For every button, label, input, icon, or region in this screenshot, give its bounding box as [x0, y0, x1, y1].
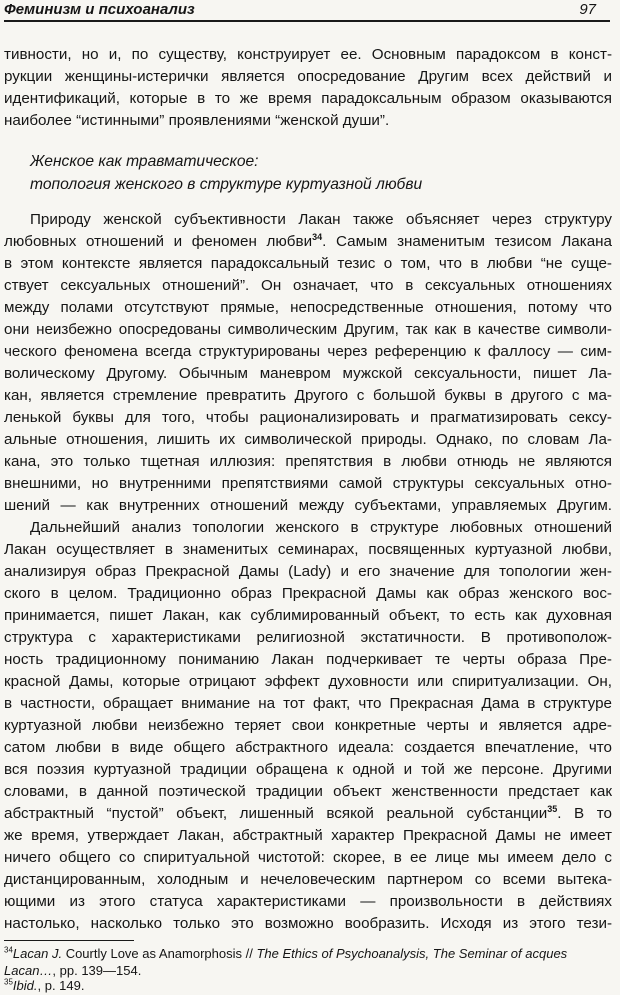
text-line: же время, утверждает Лакан, абстрактный характер Прекрасной Дамы не имеет: [4, 827, 612, 844]
text-line: волическому Другому. Обычным маневром мужской сексуальности, пишет Ла-: [4, 365, 612, 382]
text-line: они неизбежно опосредованы символическим Другим, так как в качестве символи-: [4, 321, 612, 338]
footnote-ref-34[interactable]: 34: [312, 231, 323, 242]
text-line: тивности, но и, по существу, конструирует ее. Основным парадоксом в конст-: [4, 46, 612, 63]
text-line: вся поэзия куртуазной традиции обращена к одной и той же персоне. Другими: [4, 761, 612, 778]
text-line: принимается, пишет Лакан, как сублимированный объект, то есть как духовная: [4, 607, 612, 624]
text-line: красной Дамы, которые отрицают эффект духовности или спиритуализации. Он,: [4, 673, 612, 690]
text-line: настолько, насколько только это возможно вообразить. Исходя из этого тези-: [4, 915, 612, 932]
text-line: ность традиционному пониманию Лакан подчеркивает те черты образа Пре-: [4, 651, 612, 668]
section-heading-line: топология женского в структуре куртуазной любви: [30, 176, 423, 193]
text-line: словами, в данной поэтической традиции объект женственности предстает как: [4, 783, 612, 800]
text-line: Лакан осуществляет в знаменитых семинарах, посвященных куртуазной любви,: [4, 541, 612, 558]
text-line: Природу женской субъективности Лакан также объясняет через структуру: [30, 211, 612, 228]
text-line: наиболее “истинными” проявлениями “женской души”.: [4, 112, 390, 129]
text-line: рукции женщины-истерички является опосредование Другим всех действий и: [4, 68, 612, 85]
text-line-with-footnote: любовных отношений и феномен любви$^{34}$. Самым знаменитым тезисом Лакана: [4, 231, 612, 250]
text-line: сатом любви в виде общего абстрактного идеала: создается впечатление, что: [4, 739, 612, 756]
section-heading-line: Женское как травматическое:: [30, 153, 259, 170]
text-line: ствует сексуальных отношений”. Он означает, что в сексуальных отношениях: [4, 277, 612, 294]
footnote-ref-35[interactable]: 35: [547, 803, 558, 814]
text-line: кана, это только тщетная иллюзия: препятствия в любви отнюдь не являются: [4, 453, 612, 470]
text-line: ского в целом. Традиционно образ Прекрасной Дамы как образ женского вос-: [4, 585, 612, 602]
text-line: идентификаций, которые в то же время парадоксальным образом оказываются: [4, 90, 612, 107]
text-line: дистанцированным, холодным и нечеловеческим партнером со всеми вытека-: [4, 871, 612, 888]
text-line: кан, является стремление превратить Другого с большой буквы в другого с ма-: [4, 387, 612, 404]
text-line: ничего общего со спиритуальной чистотой: скорее, в ее лице мы имеем дело с: [4, 849, 612, 866]
footnote-35: $^{35}$Ibid., p. 149.: [4, 977, 85, 993]
text-line: в частности, обращает внимание на тот факт, что Прекрасная Дама в структуре: [4, 695, 612, 712]
text-line: альные отношения, лишить их символической природы. Однако, по словам Ла-: [4, 431, 612, 448]
text-line: ющими из этого статуса характеристиками — произвольности в действиях: [4, 893, 612, 910]
text-line: внешними, но внутренними препятствиями самой структуры сексуальных отно-: [4, 475, 612, 492]
text-line: шений — как внутренних отношений между субъектами, управляемых Другим.: [4, 497, 612, 514]
text-line: ческого феномена всегда структурированы через референцию к фаллосу — сим-: [4, 343, 612, 360]
text-line: в этом контексте является парадоксальный тезис о том, что в любви “не суще-: [4, 255, 612, 272]
text-line: ленькой буквы для того, чтобы рационализировать и прагматизировать сексу-: [4, 409, 612, 426]
footnote-34: $^{34}$Lacan J. Courtly Love as Anamorphosis // The Ethics of Psychoanalysis, The Seminar of acques: [4, 945, 568, 961]
footnote-separator: [4, 940, 134, 941]
page-number: 97: [579, 1, 596, 18]
text-line-with-footnote: абстрактный “пустой” объект, лишенный всякой реальной субстанции$^{35}$. В то: [4, 803, 612, 822]
text-line: Дальнейший анализ топологии женского в структуре любовных отношений: [30, 519, 612, 536]
running-title: Феминизм и психоанализ: [4, 1, 195, 18]
running-header: [4, 0, 610, 22]
footnote-34-cont: Lacan…, pp. 139—154.: [4, 963, 142, 978]
text-line: анализируя образ Прекрасной Дамы (Lady) и его значение для топологии жен-: [4, 563, 612, 580]
text-line: куртуазной любви неизбежно теряет свои конкретные черты и является адре-: [4, 717, 612, 734]
text-line: структура с характеристиками религиозной экстатичности. В противополож-: [4, 629, 612, 646]
text-line: между полами отсутствуют прямые, непосредственные отношения, потому что: [4, 299, 612, 316]
